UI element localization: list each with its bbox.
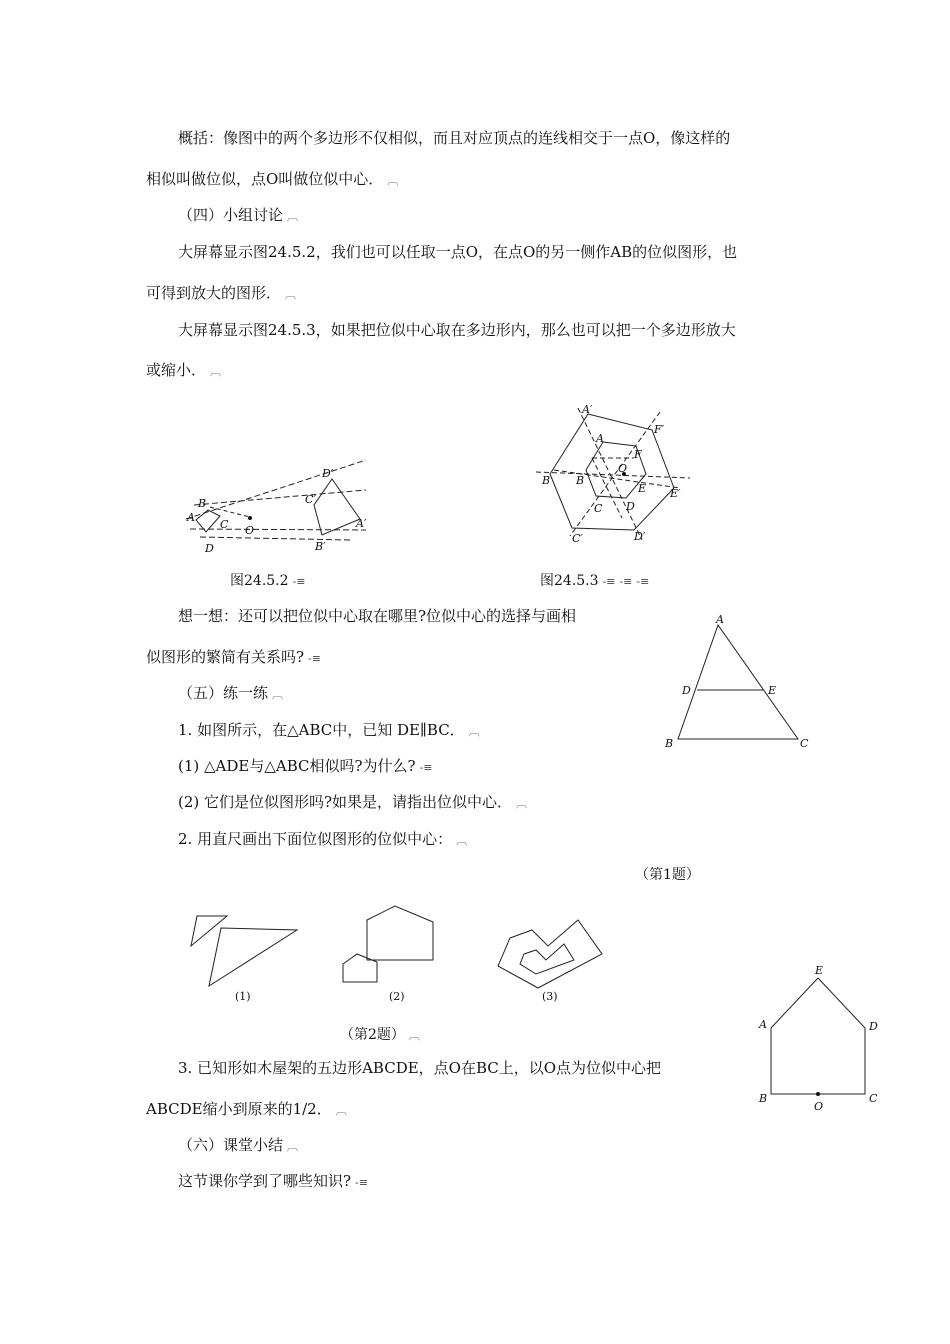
caption-question-2: （第2题） ︹: [340, 1027, 420, 1043]
label-D-prime: D′: [322, 467, 334, 480]
paragraph-mark: ︹: [287, 1140, 299, 1153]
label-B: B: [198, 497, 207, 510]
label-C: C: [800, 737, 809, 750]
dash-mark: -≡: [292, 575, 306, 588]
question-2: 2. 用直尺画出下面位似图形的位似中心： ︹: [178, 829, 467, 851]
label-D: D: [682, 684, 691, 697]
para-screen-24-5-2-line2: 可得到放大的图形． ︹: [146, 283, 296, 305]
label-B-prime: B: [542, 474, 551, 487]
question-3-line1: 3. 已知形如木屋架的五边形ABCDE，点O在BC上，以O点为位似中心把: [178, 1059, 662, 1077]
paragraph-mark: ︹: [456, 834, 468, 847]
question-1: 1. 如图所示，在△ABC中，已知 DE∥BC． ︹: [178, 720, 480, 742]
figure-triangle-abc: [660, 615, 820, 755]
label-O: O: [618, 462, 628, 475]
figure-24-5-3: [530, 400, 710, 550]
para-screen-24-5-3-line1: 大屏幕显示图24.5.3，如果把位似中心取在多边形内，那么也可以把一个多边形放大: [178, 321, 736, 339]
dash-mark: -≡: [636, 575, 650, 588]
label-B: B: [665, 737, 674, 750]
heading-class-summary: （六）课堂小结 ︹: [178, 1135, 298, 1157]
caption-question-1: （第1题）: [635, 867, 700, 883]
label-C-prime: C′: [305, 493, 316, 506]
figure-q2-sub2: [335, 902, 445, 1010]
label-C: C: [594, 502, 603, 515]
label-D: D: [626, 500, 635, 513]
label-B: B: [576, 474, 585, 487]
paragraph-mark: ︹: [287, 210, 299, 223]
dash-mark: -≡: [619, 575, 633, 588]
para-summary-line1: 概括：像图中的两个多边形不仅相似，而且对应顶点的连线相交于一点O，像这样的: [178, 129, 731, 147]
sub-label-1: (1): [235, 990, 251, 1003]
heading-practice: （五）练一练 ︹: [178, 683, 283, 705]
label-D: D: [205, 542, 214, 555]
label-A-prime: A′: [582, 403, 593, 416]
label-C: C: [220, 518, 229, 531]
sub-label-2: (2): [389, 990, 405, 1003]
label-A: A: [759, 1018, 767, 1031]
question-3-line2: ABCDE缩小到原来的1/2． ︹: [146, 1099, 347, 1121]
sub-label-3: (3): [542, 990, 558, 1003]
label-A-prime: A′: [356, 517, 367, 530]
para-think-line2: 似图形的繁简有关系吗? -≡: [146, 647, 321, 669]
para-screen-24-5-2-line1: 大屏幕显示图24.5.2，我们也可以任取一点O，在点O的另一侧作AB的位似图形，也: [178, 243, 738, 261]
paragraph-mark: ︹: [272, 688, 284, 701]
dash-mark: -≡: [419, 761, 433, 774]
paragraph-mark: ︹: [335, 1104, 347, 1117]
label-B-prime: B′: [315, 540, 326, 553]
paragraph-mark: ︹: [516, 797, 528, 810]
label-O: O: [245, 524, 255, 537]
label-F-prime: F′: [654, 423, 665, 436]
paragraph-mark: ︹: [387, 174, 399, 187]
label-A: A: [596, 432, 604, 445]
question-1-part-1: (1) △ADE与△ABC相似吗?为什么? -≡: [178, 756, 433, 778]
heading-group-discussion: （四）小组讨论 ︹: [178, 205, 298, 227]
para-summary-question: 这节课你学到了哪些知识? -≡: [178, 1171, 368, 1193]
figure-q2-sub1: [185, 910, 305, 1010]
label-E: E: [768, 684, 777, 697]
figure-24-5-2: [180, 455, 380, 560]
label-B: B: [759, 1092, 768, 1105]
dash-mark: -≡: [602, 575, 616, 588]
caption-fig-24-5-3: 图24.5.3 -≡ -≡ -≡: [540, 573, 650, 589]
para-think-line1: 想一想：还可以把位似中心取在哪里?位似中心的选择与画相: [178, 607, 577, 625]
paragraph-mark: ︹: [210, 365, 222, 378]
label-C: C: [869, 1092, 878, 1105]
para-summary-line2: 相似叫做位似，点O叫做位似中心． ︹: [146, 169, 398, 191]
figure-q2-sub3: [492, 910, 612, 1010]
dash-mark: -≡: [355, 1176, 368, 1189]
label-C-prime: C′: [572, 532, 583, 545]
question-1-part-2: (2) 它们是位似图形吗?如果是，请指出位似中心． ︹: [178, 792, 527, 814]
dash-mark: -≡: [308, 652, 321, 665]
label-D-prime: D′: [634, 530, 646, 543]
label-A: A: [716, 613, 724, 626]
label-D: D: [869, 1020, 878, 1033]
caption-fig-24-5-2: 图24.5.2 -≡: [230, 573, 306, 589]
label-E-prime: E′: [670, 487, 681, 500]
label-E: E: [815, 964, 824, 977]
label-E: E: [638, 482, 647, 495]
paragraph-mark: ︹: [285, 288, 297, 301]
paragraph-mark: ︹: [408, 1029, 420, 1042]
figure-house-pentagon: [755, 962, 885, 1112]
label-F: F: [634, 448, 642, 461]
paragraph-mark: ︹: [468, 725, 480, 738]
label-A: A: [187, 511, 195, 524]
para-screen-24-5-3-line2: 或缩小． ︹: [146, 360, 221, 382]
label-O: O: [814, 1100, 824, 1113]
